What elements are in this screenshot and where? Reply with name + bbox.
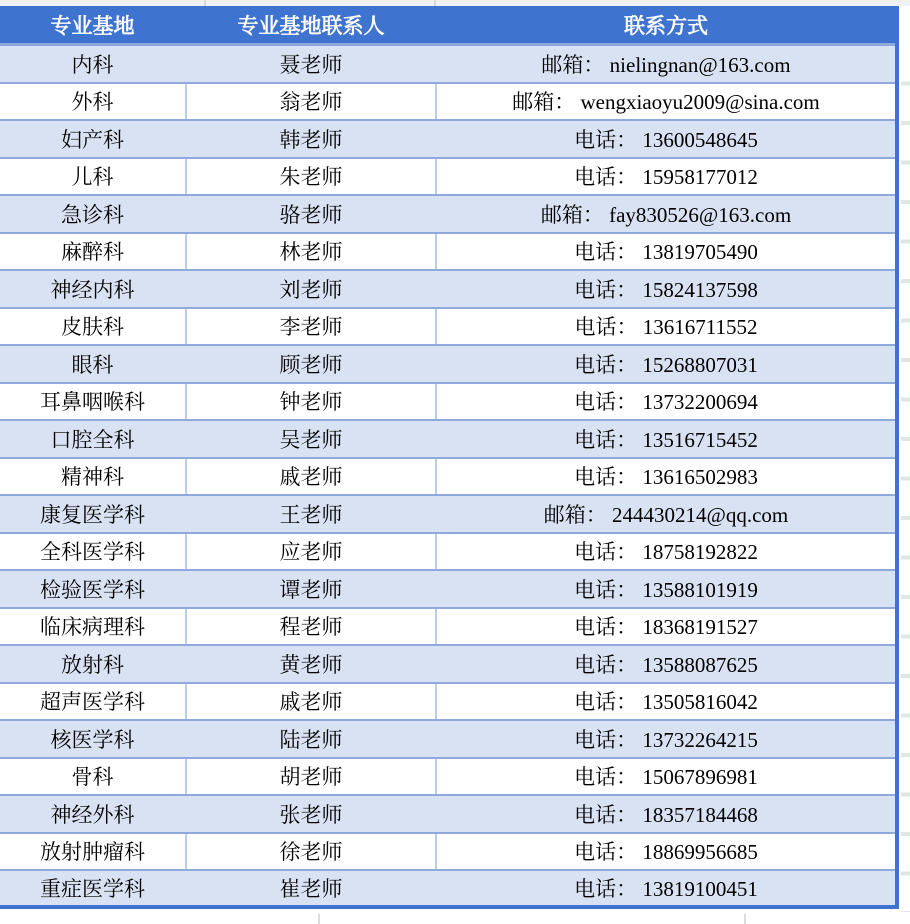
cell-method: 邮箱： fay830526@163.com — [540, 202, 792, 227]
cell-base: 内科 — [71, 52, 114, 77]
cell-contact: 韩老师 — [279, 127, 343, 152]
cell-base: 精神科 — [61, 465, 124, 490]
cell-method: 电话： 15268807031 — [574, 352, 758, 377]
cell-contact: 陆老师 — [279, 727, 343, 752]
table-row — [0, 121, 895, 159]
cell-contact: 钟老师 — [185, 384, 435, 420]
header-base: 专业基地 — [50, 14, 135, 38]
cell-base: 麻醉科 — [61, 240, 124, 265]
table-row — [0, 459, 895, 497]
header-contact: 专业基地联系人 — [237, 14, 385, 38]
table-row — [0, 421, 895, 459]
cell-contact: 林老师 — [185, 234, 435, 270]
cell-base: 儿科 — [71, 165, 114, 190]
table-row — [0, 834, 895, 872]
cell-contact: 戚老师 — [185, 459, 435, 495]
cell-base: 重症医学科 — [40, 876, 145, 901]
cell-contact: 张老师 — [279, 802, 343, 827]
cell-base: 超声医学科 — [40, 690, 145, 715]
table-row — [0, 271, 895, 309]
cell-contact: 翁老师 — [185, 84, 435, 120]
cell-contact: 胡老师 — [185, 759, 435, 795]
cell-base: 骨科 — [71, 765, 114, 790]
table-row — [0, 84, 895, 122]
divider — [318, 914, 320, 924]
table-row — [0, 534, 895, 572]
cell-base: 放射科 — [61, 652, 124, 677]
cell-base: 外科 — [71, 90, 114, 115]
cell-base: 妇产科 — [61, 127, 124, 152]
cell-method: 邮箱： 244430214@qq.com — [543, 502, 789, 527]
cell-method: 电话： 15958177012 — [435, 159, 895, 195]
contact-table — [0, 6, 899, 909]
cell-base: 康复医学科 — [40, 502, 145, 527]
cell-contact: 李老师 — [185, 309, 435, 345]
table-body — [0, 46, 895, 909]
cell-base: 检验医学科 — [40, 577, 145, 602]
cell-method: 邮箱： nielingnan@163.com — [541, 52, 791, 77]
cell-base: 耳鼻咽喉科 — [40, 390, 145, 415]
cell-method: 电话： 13819100451 — [574, 876, 758, 901]
cell-method: 电话： 13505816042 — [435, 684, 895, 720]
cell-method: 电话： 13588101919 — [574, 577, 758, 602]
cell-contact: 程老师 — [185, 609, 435, 645]
divider — [744, 914, 746, 924]
table-row — [0, 571, 895, 609]
table-row — [0, 759, 895, 797]
cell-contact: 朱老师 — [185, 159, 435, 195]
cell-method: 电话： 18758192822 — [435, 534, 895, 570]
cell-method: 电话： 18869956685 — [435, 834, 895, 870]
cell-base: 核医学科 — [50, 727, 135, 752]
table-row — [0, 871, 895, 909]
cell-contact: 谭老师 — [279, 577, 343, 602]
cell-base: 口腔全科 — [50, 427, 135, 452]
table-row — [0, 309, 895, 347]
cell-base: 全科医学科 — [40, 540, 145, 565]
cell-contact: 戚老师 — [185, 684, 435, 720]
cell-base: 神经内科 — [50, 277, 135, 302]
cell-contact: 应老师 — [185, 534, 435, 570]
cell-base: 皮肤科 — [61, 315, 124, 340]
cell-method: 电话： 13819705490 — [435, 234, 895, 270]
cell-contact: 刘老师 — [279, 277, 343, 302]
table-row — [0, 46, 895, 84]
cell-method: 电话： 13616711552 — [435, 309, 895, 345]
cell-base: 神经外科 — [50, 802, 135, 827]
page-edge-ticks — [901, 46, 910, 912]
cell-method: 邮箱： wengxiaoyu2009@sina.com — [435, 84, 895, 120]
header-method: 联系方式 — [624, 14, 708, 38]
cell-contact: 王老师 — [279, 502, 343, 527]
cell-contact: 骆老师 — [279, 202, 343, 227]
table-header-row — [0, 6, 895, 46]
cell-method: 电话： 13588087625 — [574, 652, 758, 677]
cell-method: 电话： 18357184468 — [574, 802, 758, 827]
table-row — [0, 496, 895, 534]
table-row — [0, 159, 895, 197]
cell-method: 电话： 15067896981 — [435, 759, 895, 795]
cell-method: 电话： 13732200694 — [435, 384, 895, 420]
cell-method: 电话： 13732264215 — [574, 727, 758, 752]
cell-contact: 黄老师 — [279, 652, 343, 677]
table-row — [0, 196, 895, 234]
cell-contact: 崔老师 — [279, 876, 343, 901]
cell-method: 电话： 13616502983 — [435, 459, 895, 495]
cell-base: 眼科 — [71, 352, 114, 377]
cell-method: 电话： 18368191527 — [435, 609, 895, 645]
table-row — [0, 646, 895, 684]
cropped-table-below — [0, 912, 910, 924]
table-row — [0, 346, 895, 384]
table-row — [0, 609, 895, 647]
table-row — [0, 721, 895, 759]
cell-contact: 吴老师 — [279, 427, 343, 452]
cell-method: 电话： 15824137598 — [574, 277, 758, 302]
cell-base: 临床病理科 — [40, 615, 145, 640]
table-row — [0, 384, 895, 422]
table-row — [0, 234, 895, 272]
cell-method: 电话： 13516715452 — [574, 427, 758, 452]
table-row — [0, 684, 895, 722]
cell-contact: 顾老师 — [279, 352, 343, 377]
cell-contact: 聂老师 — [279, 52, 343, 77]
table-row — [0, 796, 895, 834]
cell-base: 放射肿瘤科 — [40, 840, 145, 865]
cell-method: 电话： 13600548645 — [574, 127, 758, 152]
cell-contact: 徐老师 — [185, 834, 435, 870]
cell-base: 急诊科 — [61, 202, 124, 227]
